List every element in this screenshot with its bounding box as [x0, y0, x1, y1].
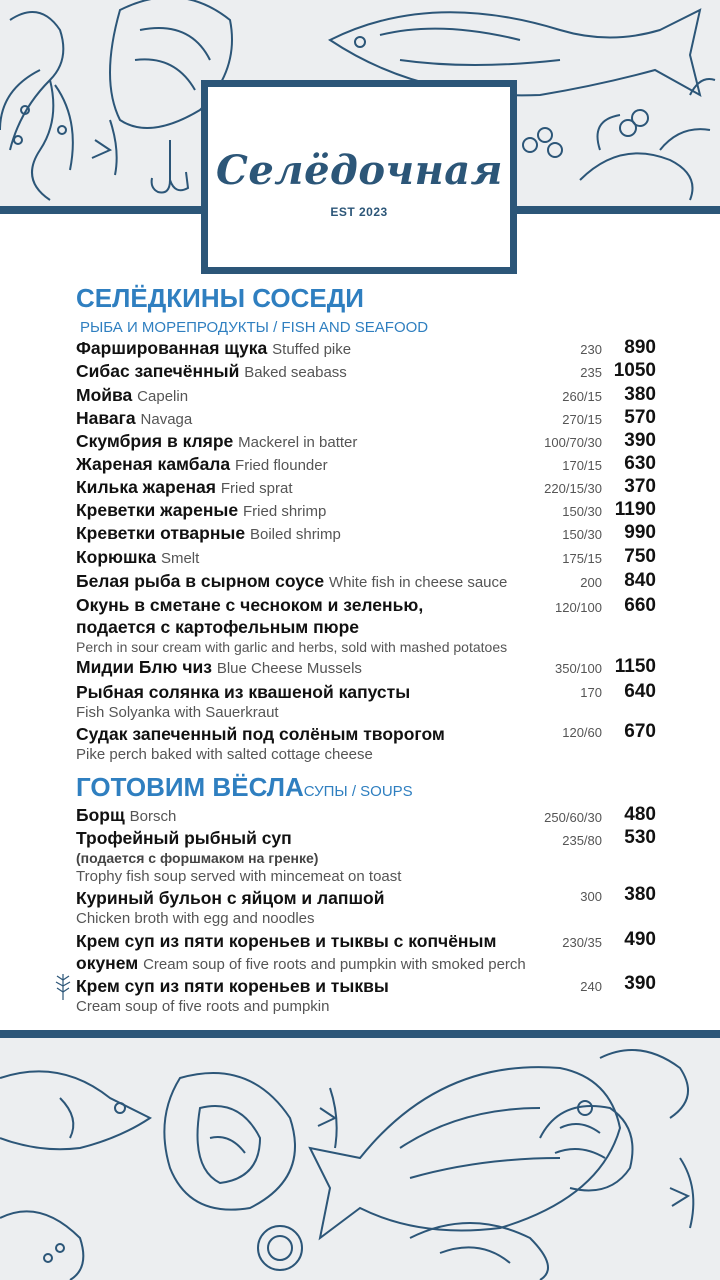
- item-price: 660: [624, 595, 656, 616]
- item-price: 570: [624, 407, 656, 428]
- item-name-en: Cream soup of five roots and pumpkin with smoked perch: [143, 956, 526, 973]
- section-subtitle-seafood: РЫБА И МОРЕПРОДУКТЫ / FISH AND SEAFOOD: [80, 319, 429, 336]
- item-name-ru: Креветки отварные: [76, 523, 246, 543]
- shell-sketch: [258, 1226, 302, 1270]
- item-weight: 250/60/30: [544, 810, 602, 825]
- item-price: 1150: [614, 656, 656, 677]
- item-name-en: Chicken broth with egg and noodles: [76, 910, 315, 927]
- big-fish-sketch: [310, 1067, 620, 1238]
- seafood-sketch-bottom: [0, 1038, 720, 1280]
- menu-item: [76, 453, 656, 477]
- section-title-soups: [76, 772, 413, 803]
- item-name-ru-line1: Окунь в сметане с чесноком и зеленью,: [76, 595, 424, 615]
- item-price: 990: [624, 522, 656, 543]
- menu-item: [76, 430, 656, 454]
- item-note: (подается с форшмаком на гренке): [76, 850, 319, 866]
- menu-item: [76, 384, 656, 408]
- bottom-illustration-band: [0, 1038, 720, 1280]
- hook-sketch: [152, 140, 188, 193]
- menu-item: [76, 681, 656, 722]
- menu-item: [76, 570, 656, 594]
- item-weight: 150/30: [562, 527, 602, 542]
- item-weight: 350/100: [555, 661, 602, 676]
- item-name-ru-line2: подается с картофельным пюре: [76, 617, 360, 637]
- item-weight: 260/15: [562, 389, 602, 404]
- menu-item: [76, 522, 656, 546]
- crab-sketch: [580, 115, 710, 200]
- menu-item: [76, 476, 656, 500]
- item-price: 530: [624, 827, 656, 848]
- menu-item: [76, 360, 656, 384]
- item-weight: 235/80: [562, 833, 602, 848]
- menu-item: [76, 884, 656, 928]
- item-weight: 120/60: [562, 725, 602, 740]
- item-name-en: Baked seabass: [244, 364, 347, 381]
- item-name-ru-line2: окунем: [76, 953, 139, 973]
- item-name-ru: Килька жареная: [76, 477, 216, 497]
- item-price: 840: [624, 570, 656, 591]
- item-name-en: Capelin: [137, 388, 189, 405]
- menu-item: [76, 546, 656, 570]
- item-weight: 235: [580, 365, 602, 380]
- item-name-en: Stuffed pike: [272, 341, 352, 358]
- item-price: 380: [624, 884, 656, 905]
- logo-established: EST 2023: [330, 205, 388, 219]
- item-name-ru: Борщ: [76, 805, 125, 825]
- menu-item: [76, 975, 656, 1016]
- menu-item: [76, 827, 656, 886]
- item-weight: 170: [580, 685, 602, 700]
- item-name-ru: Корюшка: [76, 547, 157, 567]
- item-name-ru: Фаршированная щука: [76, 338, 268, 358]
- item-weight: 240: [580, 979, 602, 994]
- menu-item: [76, 656, 656, 680]
- item-name-en: Boiled shrimp: [249, 526, 341, 543]
- item-name-en: Perch in sour cream with garlic and herbs, sold with mashed potatoes: [76, 639, 508, 655]
- bottom-divider: [0, 1030, 720, 1038]
- restaurant-logo-name: Селёдочная: [216, 147, 504, 194]
- salmon-steak-sketch: [410, 1223, 548, 1280]
- item-weight: 150/30: [562, 504, 602, 519]
- item-price: 480: [624, 804, 656, 825]
- item-price: 750: [624, 546, 656, 567]
- item-name-en: Fried sprat: [220, 480, 293, 497]
- oyster-sketch: [164, 1073, 295, 1210]
- item-name-en: Blue Cheese Mussels: [216, 660, 362, 677]
- item-price: 670: [624, 721, 656, 742]
- menu-item: [76, 407, 656, 431]
- item-name-ru: Трофейный рыбный суп: [76, 828, 292, 848]
- item-name-ru: Жареная камбала: [76, 454, 231, 474]
- item-price: 1190: [614, 499, 656, 520]
- item-price: 390: [624, 430, 656, 451]
- item-name-ru: Креветки жареные: [76, 500, 239, 520]
- item-price: 630: [624, 453, 656, 474]
- item-weight: 230/35: [562, 935, 602, 950]
- item-price: 640: [624, 681, 656, 702]
- item-name-en: White fish in cheese sauce: [328, 574, 508, 591]
- item-name-en: Mackerel in batter: [238, 434, 358, 451]
- logo-box: [201, 80, 517, 274]
- menu-item: [76, 723, 656, 764]
- menu-item: [76, 499, 656, 523]
- item-weight: 120/100: [555, 600, 602, 615]
- item-price: 380: [624, 384, 656, 405]
- item-name-ru: Скумбрия в кляре: [76, 431, 234, 451]
- item-weight: 300: [580, 889, 602, 904]
- item-weight: 230: [580, 342, 602, 357]
- item-name-ru: Сибас запечённый: [76, 361, 240, 381]
- item-weight: 220/15/30: [544, 481, 602, 496]
- item-name-en: Pike perch baked with salted cottage cheese: [76, 746, 373, 763]
- item-name-ru: Крем суп из пяти кореньев и тыквы: [76, 976, 389, 996]
- item-name-en: Smelt: [160, 550, 200, 567]
- item-name-en: Trophy fish soup served with mincemeat on toast: [76, 868, 402, 885]
- item-name-ru: Белая рыба в сырном соусе: [76, 571, 325, 591]
- item-name-ru: Судак запеченный под солёным творогом: [76, 724, 445, 744]
- item-weight: 270/15: [562, 412, 602, 427]
- octopus-sketch: [0, 12, 73, 200]
- menu-item: [76, 930, 656, 976]
- item-name-en: Cream soup of five roots and pumpkin: [76, 998, 330, 1015]
- menu-item: [76, 337, 656, 361]
- item-weight: 200: [580, 575, 602, 590]
- item-price: 490: [624, 929, 656, 950]
- section-subtitle-soups: СУПЫ / SOUPS: [303, 783, 413, 800]
- item-name-en: Fried shrimp: [242, 503, 327, 520]
- section-title-seafood: СЕЛЁДКИНЫ СОСЕДИ: [76, 283, 364, 313]
- herb-sprig-icon: [54, 972, 72, 1002]
- item-price: 890: [624, 337, 656, 358]
- item-price: 390: [624, 973, 656, 994]
- item-name-ru: Куриный бульон с яйцом и лапшой: [76, 888, 385, 908]
- section-title-soups-text: ГОТОВИМ ВЁСЛА: [76, 772, 304, 802]
- item-price: 1050: [613, 360, 656, 381]
- item-weight: 170/15: [562, 458, 602, 473]
- item-weight: 175/15: [562, 551, 602, 566]
- item-price: 370: [624, 476, 656, 497]
- menu-item-perch: [76, 594, 656, 657]
- item-weight: 100/70/30: [544, 435, 602, 450]
- item-name-ru: Мойва: [76, 385, 133, 405]
- item-name-en: Borsch: [129, 808, 177, 825]
- item-name-en: Fried flounder: [235, 457, 328, 474]
- menu-item: [76, 804, 656, 828]
- item-name-ru-line1: Крем суп из пяти кореньев и тыквы с копчёным: [76, 931, 497, 951]
- item-name-ru: Рыбная солянка из квашеной капусты: [76, 682, 411, 702]
- item-name-en: Navaga: [140, 411, 193, 428]
- item-name-ru: Мидии Блю чиз: [76, 657, 212, 677]
- item-name-ru: Навага: [76, 408, 136, 428]
- item-name-en: Fish Solyanka with Sauerkraut: [76, 704, 279, 721]
- fish-sketch: [0, 1071, 150, 1149]
